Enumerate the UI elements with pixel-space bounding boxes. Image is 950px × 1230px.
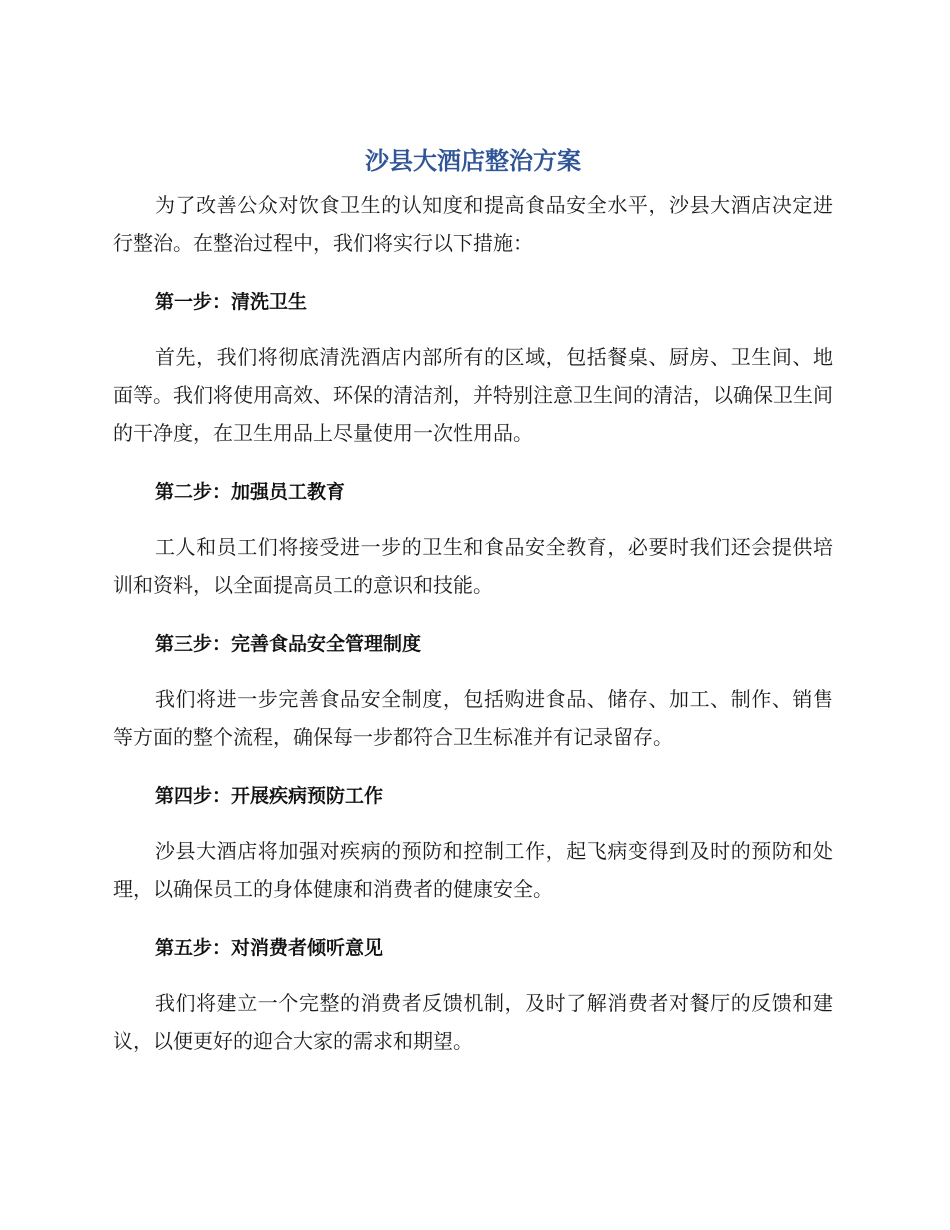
- step-4-heading: 第四步：开展疾病预防工作: [155, 785, 384, 807]
- step-5-heading: 第五步：对消费者倾听意见: [155, 937, 384, 959]
- step-1-body: 首先，我们将彻底清洗酒店内部所有的区域，包括餐桌、厨房、卫生间、地面等。我们将使用高效、环保的清洁剂，并特别注意卫生间的清洁，以确保卫生间的干净度，在卫生用品上尽量使用一次性用品。: [113, 345, 833, 445]
- step-1-heading: 第一步：清洗卫生: [155, 291, 308, 313]
- step-4-body: 沙县大酒店将加强对疾病的预防和控制工作，起飞病变得到及时的预防和处理，以确保员工的身体健康和消费者的健康安全。: [113, 839, 833, 901]
- step-3-heading: 第三步：完善食品安全管理制度: [155, 633, 422, 655]
- step-2-body: 工人和员工们将接受进一步的卫生和食品安全教育，必要时我们还会提供培训和资料，以全面提高员工的意识和技能。: [113, 535, 833, 597]
- step-2-heading: 第二步：加强员工教育: [155, 481, 346, 503]
- document-content: [113, 138, 833, 1060]
- intro-paragraph: 为了改善公众对饮食卫生的认知度和提高食品安全水平，沙县大酒店决定进行整治。在整治过程中，我们将实行以下措施：: [113, 193, 833, 255]
- step-3-body: 我们将进一步完善食品安全制度，包括购进食品、储存、加工、制作、销售等方面的整个流程，确保每一步都符合卫生标准并有记录留存。: [113, 687, 833, 749]
- document-title: 沙县大酒店整治方案: [365, 147, 581, 175]
- step-5-body: 我们将建立一个完整的消费者反馈机制，及时了解消费者对餐厅的反馈和建议，以便更好的迎合大家的需求和期望。: [113, 991, 833, 1053]
